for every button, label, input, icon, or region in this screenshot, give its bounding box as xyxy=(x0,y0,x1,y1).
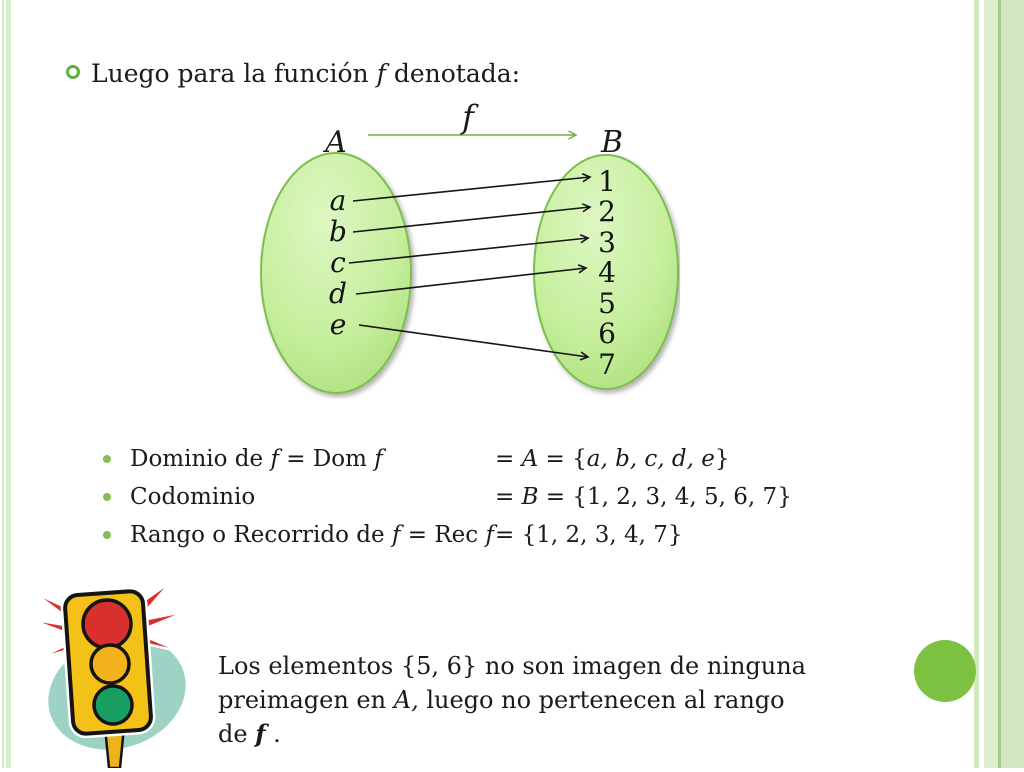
element-4: 4 xyxy=(598,256,616,289)
note-text xyxy=(218,649,818,751)
element-b: b xyxy=(329,215,347,248)
set-a-label: A xyxy=(325,125,347,160)
element-7: 7 xyxy=(598,348,616,381)
bullet-ring-icon xyxy=(66,65,80,79)
green-circle-decoration xyxy=(914,640,976,702)
element-6: 6 xyxy=(598,317,616,350)
left-edge-stripe-wide xyxy=(6,0,11,768)
traffic-light-icon xyxy=(20,567,205,768)
element-e: e xyxy=(329,308,347,341)
note-line-2: preimagen en A, luego no pertenecen al rango de f . xyxy=(218,686,785,748)
set-b-label: B xyxy=(600,125,624,160)
page-title: Luego para la función f denotada: xyxy=(91,59,521,88)
right-edge-band-dark xyxy=(1001,0,1024,768)
element-1: 1 xyxy=(598,165,616,198)
red-light xyxy=(83,600,131,648)
element-a: a xyxy=(329,184,347,217)
function-label: f xyxy=(462,103,474,136)
rango-value: = {1, 2, 3, 4, 7} xyxy=(495,522,683,548)
bullet-rango xyxy=(103,520,683,551)
green-light xyxy=(94,686,132,724)
slide-title-row xyxy=(66,57,520,90)
codominio-value: = B = {1, 2, 3, 4, 5, 6, 7} xyxy=(495,484,792,510)
set-a-elements xyxy=(329,184,347,341)
bullet-dot-icon xyxy=(103,531,111,539)
right-edge-stripe-thin xyxy=(974,0,979,768)
codominio-label: Codominio xyxy=(130,484,256,510)
bullet-dominio xyxy=(103,444,730,475)
element-c: c xyxy=(330,246,346,279)
function-mapping-diagram xyxy=(260,103,680,399)
dominio-value: = A = {a, b, c, d, e} xyxy=(495,446,730,472)
note-line-1: Los elementos {5, 6} no son imagen de ninguna xyxy=(218,652,806,680)
element-d: d xyxy=(329,277,347,310)
bullet-dot-icon xyxy=(103,455,111,463)
element-5: 5 xyxy=(598,287,616,320)
rango-label: Rango o Recorrido de f = Rec f xyxy=(130,522,494,548)
element-3: 3 xyxy=(598,226,616,259)
left-edge-stripe-thin xyxy=(2,0,4,768)
amber-light xyxy=(91,645,129,683)
bullet-dot-icon xyxy=(103,493,111,501)
right-edge-band-light xyxy=(984,0,998,768)
dominio-label: Dominio de f = Dom f xyxy=(130,446,383,472)
set-b-elements xyxy=(598,165,616,381)
element-2: 2 xyxy=(598,195,616,228)
bullet-codominio xyxy=(103,482,792,513)
